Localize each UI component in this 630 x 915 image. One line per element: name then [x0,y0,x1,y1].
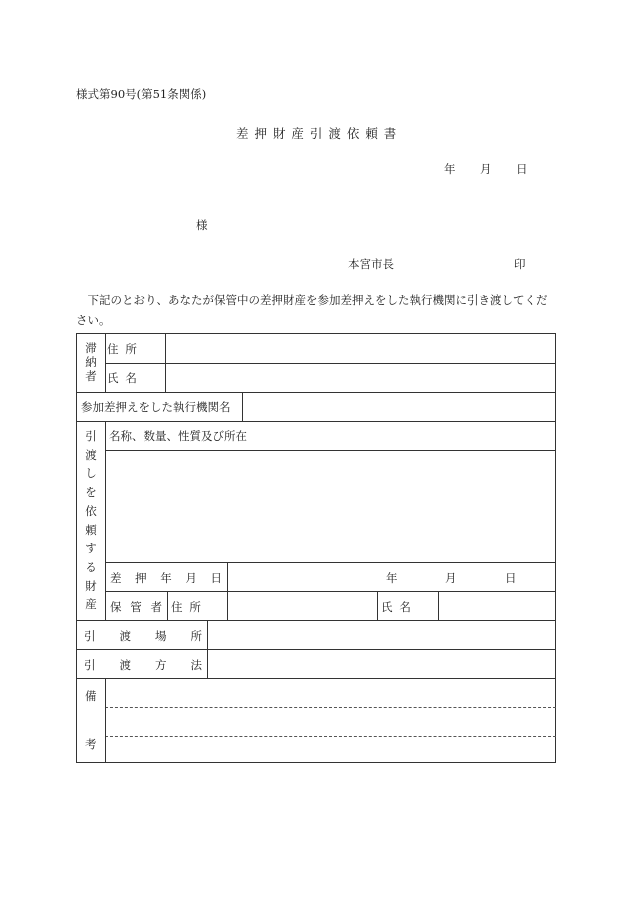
seizure-date-field[interactable] [228,563,378,590]
date-month-label: 月 [480,162,492,176]
sender-name: 本宮市長 [348,257,394,271]
delivery-place-field[interactable] [208,621,554,648]
custodian-name-label: 氏名 [381,600,418,614]
seal-mark: 印 [514,257,526,271]
custodian-name-field[interactable] [439,592,554,619]
seizure-date-label: 差 押 年 月 日 [110,571,222,585]
custodian-address-label: 住所 [171,600,208,614]
delinquent-address-field[interactable] [166,335,554,362]
request-form-table [76,333,556,763]
agency-label: 参加差押えをした執行機関名 [81,400,231,414]
delivery-method-field[interactable] [208,650,554,677]
name-label: 氏名 [107,371,144,385]
delivery-method-label: 引 渡 方 法 [84,658,202,672]
seizure-day-label: 日 [505,571,517,585]
property-description-label: 名称、数量、性質及び所在 [109,429,247,443]
col-divider [105,334,106,392]
intro-text: 下記のとおり、あなたが保管中の差押財産を参加差押えをした執行機関に引き渡してください。 [76,293,548,327]
custodian-address-field[interactable] [228,592,376,619]
seizure-year-label: 年 [386,571,398,585]
delinquent-name-field[interactable] [166,364,554,391]
date-day-label: 日 [516,162,528,176]
seizure-month-label: 月 [445,571,457,585]
agency-name-field[interactable] [243,393,554,420]
col-divider [167,591,168,620]
delivery-place-label: 引 渡 場 所 [84,629,202,643]
remarks-label-bottom: 考 [85,737,97,751]
row-divider [77,421,556,422]
remarks-field[interactable] [106,679,554,762]
address-label: 住所 [107,342,144,356]
addressee-suffix: 様 [196,218,208,232]
col-divider [377,591,378,620]
property-label: 引 渡 し を 依 頼 す る 財 産 [85,429,97,612]
date-year-label: 年 [444,162,456,176]
form-number: 様式第90号(第51条関係) [76,87,207,101]
property-description-field[interactable] [106,451,554,561]
remarks-label-top: 備 [85,689,97,703]
delinquent-label: 滞 納 者 [85,341,97,384]
custodian-label: 保 管 者 [110,600,162,614]
document-title: 差 押 財 産 引 渡 依 頼 書 [236,126,398,141]
